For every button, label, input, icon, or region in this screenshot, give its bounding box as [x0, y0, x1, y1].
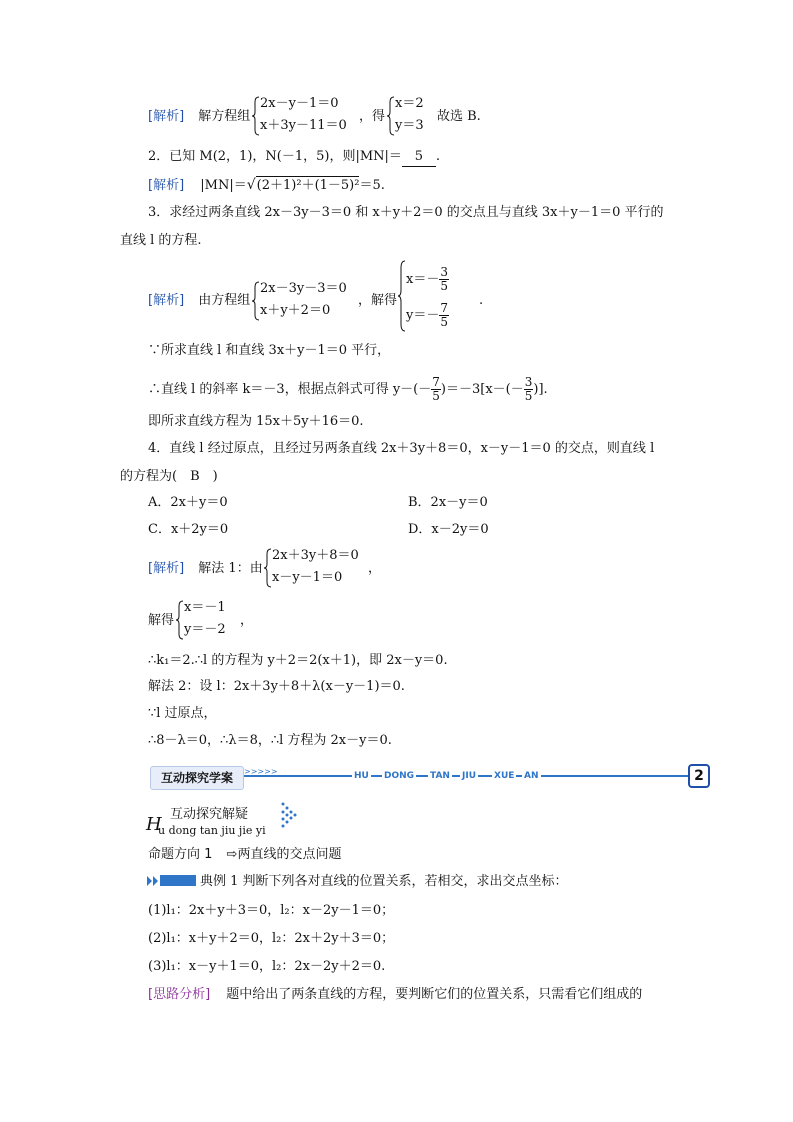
- fraction: $\frac{3}{5}$: [524, 375, 533, 403]
- q4-line-2: 解法 2：设 l：2x＋3y＋8＋λ(x－y－1)＝0.: [148, 679, 405, 694]
- q4-method1-comma: ，: [368, 561, 382, 576]
- example-item-2: (2)l₁：x＋y＋2＝0，l₂：2x＋2y＋3＝0；: [148, 931, 395, 946]
- q3-line-1: ∵所求直线 l 和直线 3x＋y－1＝0 平行，: [148, 343, 391, 358]
- q2-analysis-sqrt: (2＋1)²＋(1－5)²: [256, 178, 360, 193]
- analysis-1: [148, 108, 250, 126]
- solution-system-1: [387, 96, 427, 136]
- p1-sol1: x＝2: [395, 96, 424, 111]
- banner-pinyin-xue: XUE: [494, 771, 515, 781]
- q3-stem-1: 3．求经过两条直线 2x－3y－3＝0 和 x＋y＋2＝0 的交点且与直线 3x＋y－1＝0 平行的: [148, 205, 664, 220]
- equation-system-4: [264, 548, 364, 588]
- example-marker-block: [160, 875, 196, 886]
- q4-sol2: y＝－2: [184, 622, 226, 637]
- q3-prefix: 由方程组: [198, 293, 251, 308]
- p1-tail: 故选 B.: [437, 109, 481, 124]
- q4-eq2: x－y－1＝0: [272, 570, 343, 585]
- q4-eq1: 2x＋3y＋8＝0: [272, 548, 359, 563]
- analysis-tag: [解析]: [148, 178, 185, 193]
- q4-method1-prefix: 解法 1：由: [198, 561, 263, 576]
- q4-option-a: A．2x＋y＝0: [148, 495, 228, 510]
- p1-prefix: 解方程组: [198, 109, 251, 124]
- banner-arrows: >>>>>: [244, 767, 278, 776]
- q4-stem-1: 4．直线 l 经过原点，且经过另两条直线 2x＋3y＋8＝0，x－y－1＝0 的交点，则直线 l: [148, 441, 655, 456]
- dotted-arrow-icon: [280, 800, 300, 828]
- left-brace-icon: [387, 96, 395, 136]
- double-arrow-icon: [147, 876, 159, 886]
- q4-analysis: [148, 560, 263, 578]
- analysis-tag: [解析]: [148, 109, 185, 124]
- sqrt-icon: √: [246, 177, 256, 193]
- q4-option-c: C．x＋2y＝0: [148, 522, 229, 537]
- q3-stem-2: 直线 l 的方程.: [120, 233, 202, 248]
- q3-analysis: [148, 292, 250, 310]
- q3-y-lhs: y＝－: [406, 308, 440, 323]
- q2-analysis-right: ＝5.: [359, 178, 385, 193]
- q4-solution-prefix: 解得: [148, 613, 175, 628]
- p1-sol2: y＝3: [395, 118, 424, 133]
- q4-solution-comma: ，: [240, 613, 254, 628]
- q3-line-3: 即所求直线方程为 15x＋5y＋16＝0.: [148, 414, 364, 429]
- direction-topic: ⇨两直线的交点问题: [226, 847, 342, 862]
- subsection-title: 互动探究解疑: [170, 807, 249, 822]
- p1-eq1: 2x－y－1＝0: [260, 96, 339, 111]
- q4-option-b: B．2x－y＝0: [408, 495, 488, 510]
- left-brace-icon: [252, 96, 260, 136]
- thinking-line: [148, 986, 642, 1004]
- example-item-3: (3)l₁：x－y＋1＝0，l₂：2x－2y＋2＝0.: [148, 959, 386, 974]
- left-brace-icon: [264, 548, 272, 588]
- p1-mid: ，得: [359, 109, 386, 124]
- q4-line-3: ∵l 过原点，: [148, 706, 217, 721]
- q3-dot: .: [479, 293, 484, 308]
- p1-eq2: x＋3y－11＝0: [260, 118, 347, 133]
- q4-option-d: D．x－2y＝0: [408, 522, 489, 537]
- thinking-tag: [思路分析]: [148, 987, 211, 1002]
- subsection-big-letter: H: [146, 814, 162, 835]
- left-brace-icon: [398, 260, 406, 332]
- equation-system-3: [252, 281, 352, 321]
- fraction: $\frac{3}{5}$: [440, 265, 448, 293]
- q4-line-4: ∴8－λ＝0，∴λ＝8，∴l 方程为 2x－y＝0.: [148, 733, 392, 748]
- q4-sol1: x＝－1: [184, 600, 226, 615]
- banner-pinyin-hu: HU: [354, 771, 369, 781]
- fraction: $\frac{7}{5}$: [432, 375, 440, 403]
- fraction: $\frac{7}{5}$: [440, 301, 448, 329]
- banner-pinyin-jiu: JIU: [462, 771, 477, 781]
- q2-analysis: [148, 176, 385, 195]
- example-item-1: (1)l₁：2x＋y＋3＝0，l₂：x－2y－1＝0；: [148, 903, 395, 918]
- banner-pinyin-dong: DONG: [384, 771, 415, 781]
- equation-system-1: [252, 96, 352, 136]
- q4-stem-2: 的方程为( B ): [120, 469, 218, 484]
- q3-x-lhs: x＝－: [406, 272, 440, 287]
- q3-eq2: x＋y＋2＝0: [260, 303, 331, 318]
- q2-analysis-left: |MN|＝: [200, 178, 247, 193]
- section-number-badge: 2: [688, 764, 710, 788]
- direction-line: [148, 846, 341, 864]
- left-brace-icon: [176, 600, 184, 640]
- analysis-tag: [解析]: [148, 293, 185, 308]
- solution-system-4: [176, 600, 236, 640]
- subsection-pinyin: u dong tan jiu jie yi: [158, 824, 266, 837]
- q3-line-2: ∴直线 l 的斜率 k＝－3，根据点斜式可得 y－(－ $\frac{7}{5}$ )＝－3[x－(－ $\frac{3}{5}$ )].: [148, 375, 548, 403]
- direction-label: 命题方向 1: [148, 847, 213, 862]
- q3-eq1: 2x－3y－3＝0: [260, 281, 347, 296]
- q2-stem: 2．已知 M(2，1)，N(－1，5)，则|MN|＝: [148, 149, 402, 164]
- q2-end: .: [435, 149, 441, 164]
- q3-y-solution: [406, 302, 449, 329]
- solution-system-3: [398, 260, 468, 332]
- q3-x-solution: [406, 266, 449, 293]
- q3-mid: ，解得: [358, 293, 398, 308]
- left-brace-icon: [252, 281, 260, 321]
- q4-line-1: ∴k₁＝2.∴l 的方程为 y＋2＝2(x＋1)，即 2x－y＝0.: [148, 653, 448, 668]
- q2-answer: 5: [402, 148, 436, 167]
- q2-stem-line: [148, 148, 440, 167]
- analysis-tag: [解析]: [148, 561, 185, 576]
- banner-title: 互动探究学案: [150, 766, 244, 790]
- example-title: 典例 1 判断下列各对直线的位置关系，若相交，求出交点坐标：: [200, 874, 568, 889]
- banner-pinyin-an: AN: [524, 771, 539, 781]
- banner-pinyin-tan: TAN: [430, 771, 450, 781]
- thinking-text: 题中给出了两条直线的方程，要判断它们的位置关系，只需看它们组成的: [226, 987, 643, 1002]
